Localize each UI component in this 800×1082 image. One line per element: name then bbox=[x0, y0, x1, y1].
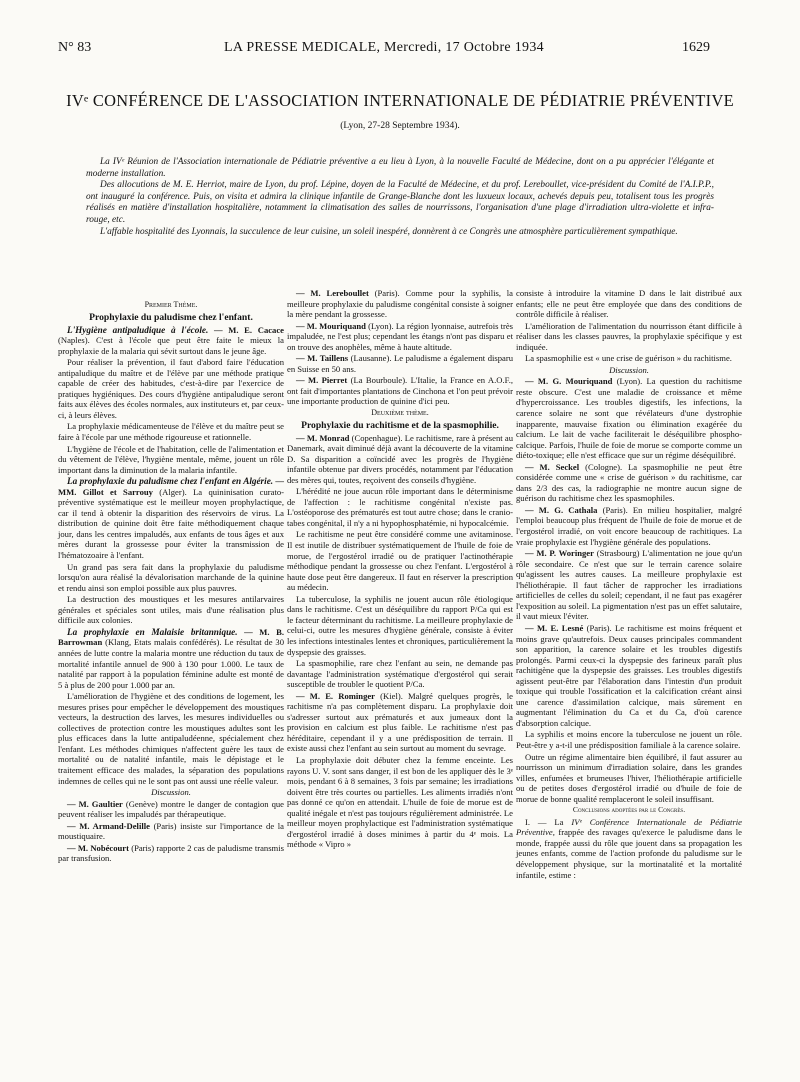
intro-paragraph: L'affable hospitalité des Lyonnais, la succulence de leur cuisine, un soleil inespéré, donnèrent à ce Congrès une atmosphère particulièrement sympathique. bbox=[100, 226, 678, 237]
text: (Lausanne). Le paludisme a également disparu en Suisse en 50 ans. bbox=[287, 353, 513, 374]
issue-number: N° 83 bbox=[58, 40, 92, 55]
page-number: 1629 bbox=[682, 40, 710, 55]
column-2 bbox=[287, 288, 513, 851]
article-title: IVᵉ CONFÉRENCE DE L'ASSOCIATION INTERNATIONALE DE PÉDIATRIE PRÉVENTIVE bbox=[66, 91, 734, 110]
text: (Genève) montre le danger de contagion que peuvent réaliser les impaludés par thérapeutique. bbox=[58, 798, 284, 820]
text: frappée des ravages qu'exerce le paludisme dans le monde, frappée aussi du rôle que jouent dans sa propagation les jeunes enfants, comme de l'action profonde du paludisme sur le développement physique, sur la mortinatalité et la mortalité infantile, estime : bbox=[516, 827, 742, 880]
paragraph: Un grand pas sera fait dans la prophylaxie du paludisme lorsqu'on aura réalisé la dévalorisation marchande de la quinine et rendu ainsi son emploi possible aux plus pauvres. bbox=[58, 561, 284, 593]
text: (Paris). En milieu hospitalier, malgré l'emploi beaucoup plus fréquent de l'huile de foie de morue et de l'ergostérol irradié, on voit encore beaucoup de rachitiques. La vraie prophylaxie est l'hygiène générale des populations. bbox=[516, 504, 742, 547]
journal-line: LA PRESSE MEDICALE, Mercredi, 17 Octobre 1934 bbox=[224, 40, 544, 55]
text: (Cologne). La spasmophilie ne peut être considérée comme une « crise de guérison » du rachitisme, car dans 2/3 des cas, la radiographie ne montre aucun signe de guérison du rachitisme chez les spasmophiles. bbox=[516, 461, 743, 504]
author: — M. Mouriquand bbox=[296, 320, 366, 331]
paragraph bbox=[516, 623, 742, 728]
paragraph bbox=[287, 288, 513, 320]
author: — M. Pierret bbox=[296, 375, 348, 386]
author: — M. G. Cathala bbox=[525, 504, 598, 515]
conclusions-heading: Conclusions adoptées par le Congrès. bbox=[572, 805, 686, 815]
paragraph bbox=[58, 821, 284, 842]
author: — M. B. Barrowman bbox=[58, 626, 285, 648]
author: — M. Seckel bbox=[525, 461, 580, 472]
author: — M. Monrad bbox=[296, 432, 350, 443]
text: (Kiel). Malgré quelques progrès, le rachitisme n'a pas complètement disparu. La prophylaxie doit s'adresser surtout aux prématurés et aux jumeaux dont la provision en calcium est plus faible. Le rachitisme n'est pas héréditaire, cependant il y a une prédisposition de terrain. Il existe aussi chez l'enfant au sein surtout au moment du sevrage. bbox=[287, 690, 513, 754]
paragraph: Outre un régime alimentaire bien équilibré, il faut assurer au nourrisson un minimum d'irradiation solaire, dans les grandes villes, enfumées et brumeuses l'hiver, l'héliothérapie artificielle ou de petites doses d'ergostérol irradié ou d'huile de foie de morue de bonne qualité remplaceront le soleil insuffisant. bbox=[516, 751, 742, 804]
author: — M. E. Cacace bbox=[213, 324, 284, 335]
column-3 bbox=[516, 288, 742, 881]
subhead: L'Hygiène antipaludique à l'école. bbox=[67, 324, 209, 335]
paragraph bbox=[287, 433, 513, 486]
paragraph bbox=[516, 376, 742, 460]
text: (Paris) insiste sur l'importance de la moustiquaire. bbox=[58, 820, 284, 842]
intro-paragraph: Des allocutions de M. E. Herriot, maire de Lyon, du prof. Lépine, doyen de la Faculté de Médecine, et du prof. Lereboullet, vice-président du Comité de l'A.I.P.P., ont inauguré la conférence. Puis, on visita et admira la clinique infantile de Grange-Blanche dont les luxueux locaux, achevés depuis peu, totalisent tous les progrès réalisés en matière d'installation hospitalière, notamment la climatisation des salles de nourrissons, l'organisation d'une plage d'irradiation ultra-violette et infra-rouge, etc. bbox=[86, 180, 714, 225]
text: I. — La bbox=[525, 816, 564, 827]
intro-paragraph: La IVᵉ Réunion de l'Association internationale de Pédiatrie préventive a eu lieu à Lyon, à la nouvelle Faculté de Médecine, dont on a pu apprécier l'élégante et moderne installation. bbox=[86, 157, 714, 179]
paragraph bbox=[516, 548, 742, 622]
paragraph: La tuberculose, la syphilis ne jouent aucun rôle étiologique dans le rachitisme. C'est un déséquilibre du rapport P/Ca qui est le facteur déterminant du rachitisme. La meilleure prophylaxie de celui-ci, outre les mesures d'hygiène générale, consiste à éviter les infections intestinales lentes et chroniques, particulièrement la dyspepsie des graisses. bbox=[287, 593, 513, 657]
section-title: Prophylaxie du rachitisme et de la spasmophilie. bbox=[301, 419, 499, 431]
column-1 bbox=[58, 300, 284, 865]
paragraph bbox=[287, 375, 513, 407]
author: — M. P. Woringer bbox=[525, 548, 594, 559]
author: — MM. Gillot et Sarrouy bbox=[58, 476, 284, 497]
paragraph: La prophylaxie doit débuter chez la femme enceinte. Les rayons U. V. sont sans danger, il est bon de les appliquer dès le 3ᵉ mois, pendant 6 à 8 semaines, 3 fois par semaine; les irradiations doivent être très courtes ou partielles. Les aliments irradiés n'ont pas donné ce qu'on en attendait. L'huile de foie de morue est de qualité inégale et n'est pas toujours régulièrement administrée. Le meilleur moyen prophylactique est l'administration systématique d'ergostérol irradié à doses minimes à partir du 4ᵉ mois. La méthode « Vipro » bbox=[287, 754, 513, 850]
author: — M. Taillens bbox=[296, 353, 349, 364]
text: (Alger). La quininisation curato-préventive systématique est le meilleur moyen prophylactique, car il tend à obtenir la disparition des réservoirs de virus. La distribution de quinine doit être faite méthodiquement chaque jour, dans les centres impaludés, aux enfants de tous âges et aux mères durant la grossesse pour éviter la transmission de l'hématozoaire à l'enfant. bbox=[58, 486, 284, 561]
author: — M. Armand-Delille bbox=[67, 820, 150, 831]
discussion-label: Discussion. bbox=[151, 787, 191, 798]
paragraph bbox=[516, 505, 742, 547]
paragraph: La destruction des moustiques et les mesures antilarvaires générales et spéciales sont utiles, mais d'une réalisation plus difficile aux colonies. bbox=[58, 594, 284, 626]
text: (Klang, Etats malais confédérés). Le résultat de 30 années de lutte contre la malaria montre une réduction du taux de mortalité infantile annuel de 900 à 130 pour 1.000. Le taux de natalité par rapport à la population féminine adulte est monté de 5 à plus de 200 pour 1.000 par an. bbox=[58, 637, 284, 690]
author: — M. Lereboullet bbox=[296, 288, 369, 298]
text: (Paris) rapporte 2 cas de paludisme transmis par transfusion. bbox=[58, 842, 284, 864]
subhead: La prophylaxie du paludisme chez l'enfant en Algérie. bbox=[67, 476, 274, 487]
paragraph bbox=[287, 321, 513, 353]
paragraph: Le rachitisme ne peut être considéré comme une avitaminose. Il est inutile de distribuer systématiquement de l'huile de foie de morue, de l'ergostérol irradié ou de pratiquer l'actinothérapie méthodique pendant la grossesse ou chez l'enfant. L'ergostérol à haute dose peut être dangereux. Il faut en réserver la prescription au médecin. bbox=[287, 529, 513, 593]
paragraph: L'amélioration de l'alimentation du nourrisson étant difficile à réaliser dans les classes pauvres, la prophylaxie spécifique y est indiquée. bbox=[516, 320, 742, 352]
text: (Lyon). La région lyonnaise, autrefois très impaludée, ne l'est plus; cependant les étangs n'ont pas disparu et on trouve des anophèles, même à haute altitude. bbox=[287, 320, 513, 352]
author: — M. E. Lesné bbox=[525, 622, 584, 633]
author: — M. Gaultier bbox=[67, 798, 123, 809]
text: (Naples). C'est à l'école que peut être faite le mieux la prophylaxie de la malaria qui sévit surtout dans le jeune âge. bbox=[58, 335, 284, 356]
text: (Paris). Le rachitisme est moins fréquent et moins grave qu'autrefois. Deux causes principales commandent son apparition, la carence solaire et les troubles digestifs prolongés. Parmi ceux-ci la dyspepsie des farineux paraît plus rachitigène que la dyspepsie des graisses. Les troubles digestifs agissent peut-être par l'élaboration dans l'intestin d'un produit toxique qui trouble l'ossification et la calcification créant ainsi une carence d'assimilation calcique, mais sûrement en augmentant l'élimination du Ca et du Ca, d'où carence d'absorption calcique. bbox=[516, 622, 743, 728]
paragraph bbox=[516, 817, 742, 880]
discussion-label: Discussion. bbox=[609, 364, 649, 375]
paragraph bbox=[58, 627, 284, 690]
paragraph: La spasmophilie, rare chez l'enfant au sein, ne demande pas davantage l'administration systématique d'ergostérol qui serait susceptible de troubler le quotient P/Ca. bbox=[287, 658, 513, 690]
intro-block bbox=[86, 157, 714, 238]
paragraph: La syphilis et moins encore la tuberculose ne jouent un rôle. Peut-être y a-t-il une prédisposition familiale à la carence solaire. bbox=[516, 729, 742, 750]
text: (Paris). Comme pour la syphilis, la meilleure prophylaxie du paludisme congénital consiste à soigner la mère pendant la grossesse. bbox=[287, 288, 513, 320]
text: (Strasbourg) L'alimentation ne joue qu'un rôle secondaire. Ce n'est que sur le terrain carence solaire qu'agissent les autres causes. La meilleure prophylaxie est l'héliothérapie. Il faut tâcher de rapprocher les irradiations artificielles de celles du soleil; cependant, il ne faut pas exagérer l'exposition au soleil. La pigmentation n'est pas un effet salutaire, il vaut mieux l'éviter. bbox=[516, 548, 743, 622]
author: — M. G. Mouriquand bbox=[525, 376, 613, 387]
paragraph bbox=[58, 799, 284, 820]
paragraph: L'amélioration de l'hygiène et des conditions de logement, les mesures prises pour empêcher le développement des moustiques vecteurs, la destruction des larves, les mesures individuelles ou collectives de protection contre les moustiques adultes sont les plus efficaces dans la lutte antipaludéenne, spécialement chez l'enfant. Les méthodes chimiques n'affectent guère les taux de mortalité ou de natalité infantile, mais le dépistage et le traitement efficace des malades, la séparation des populations indemnes de celles qui ne le sont pas ont aussi une réelle valeur. bbox=[58, 691, 284, 786]
paragraph bbox=[58, 843, 284, 864]
paragraph: La prophylaxie médicamenteuse de l'élève et du maître peut se faire à l'école par une méthode rigoureuse et rationnelle. bbox=[58, 421, 284, 443]
text: (La Bourboule). L'Italie, la France en A.O.F., ont fait d'importantes plantations de Cinchona et l'on peut prévoir une importante production de quinine d'ici peu. bbox=[287, 375, 513, 407]
running-header bbox=[58, 40, 710, 62]
author: — M. E. Rominger bbox=[296, 690, 375, 701]
paragraph bbox=[58, 476, 284, 560]
author: — M. Nobécourt bbox=[67, 842, 129, 853]
subhead: La prophylaxie en Malaisie britannique. bbox=[67, 626, 238, 637]
section-title: Prophylaxie du paludisme chez l'enfant. bbox=[89, 311, 253, 323]
theme-label: Premier Thème. bbox=[144, 300, 198, 309]
paragraph: consiste à introduire la vitamine D dans le lait distribué aux enfants; elle ne peut être employée que dans des conditions de contrôle difficile à réaliser. bbox=[516, 288, 742, 320]
paragraph: Pour réaliser la prévention, il faut d'abord faire l'éducation antipaludique du maître et de l'élève par une méthode pratique capable de créer des habitudes, c'est-à-dire par l'exercice de pratiques hygiéniques. Des cours d'hygiène antipaludique seront faits aux élèves des écoles normales, aux instituteurs et, par ceux-ci, à leurs élèves. bbox=[58, 357, 284, 420]
paragraph bbox=[58, 325, 284, 357]
paragraph: L'hérédité ne joue aucun rôle important dans le déterminisme de l'affection : le rachitisme congénital n'existe pas. L'ostéoporose des prématurés est tout autre chose; dans le cranio-tabes congénital, il n'y a ni hypophosphatémie, ni hypocalcémie. bbox=[287, 486, 513, 528]
article-subtitle: (Lyon, 27-28 Septembre 1934). bbox=[340, 121, 460, 131]
text: (Lyon). La question du rachitisme reste obscure. C'est une maladie de croissance et même d'hypercroissance. Les troubles digestifs, les infections, la carence solaire ne sont que révélateurs d'une dystrophie inapparente, mauvaise fixation ou élimination exagérée du calcium. Le lait de vache faciliterait le déséquilibre phospho-calcique. Parfois, l'huile de foie de morue se comporte comme un diéto-toxique; elle n'est efficace que sur un régime déséquilibré. bbox=[516, 376, 742, 461]
theme-label: Deuxième thème. bbox=[371, 408, 429, 418]
paragraph: La spasmophilie est « une crise de guérison » du rachitisme. bbox=[525, 353, 732, 364]
paragraph: L'hygiène de l'école et de l'habitation, celle de l'alimentation et du vêtement de l'élève, l'hygiène mentale, même, jouent un rôle important dans la diminution de la malaria infantile. bbox=[58, 443, 284, 475]
paragraph bbox=[287, 353, 513, 374]
paragraph bbox=[287, 691, 513, 754]
italic-text: IVᵉ Conférence Internationale de Pédiatrie Préventive, bbox=[516, 816, 742, 838]
paragraph bbox=[516, 462, 742, 504]
text: (Copenhague). Le rachitisme, rare à présent au Danemark, avait diminué déjà avant la découverte de la vitamine D. Sa disparition a coïncidé avec les progrès de l'hygiène infantile obtenue par divers procédés, notamment par l'éducation des mères qui, toutes, reçoivent des conseils d'hygiène. bbox=[287, 432, 513, 485]
